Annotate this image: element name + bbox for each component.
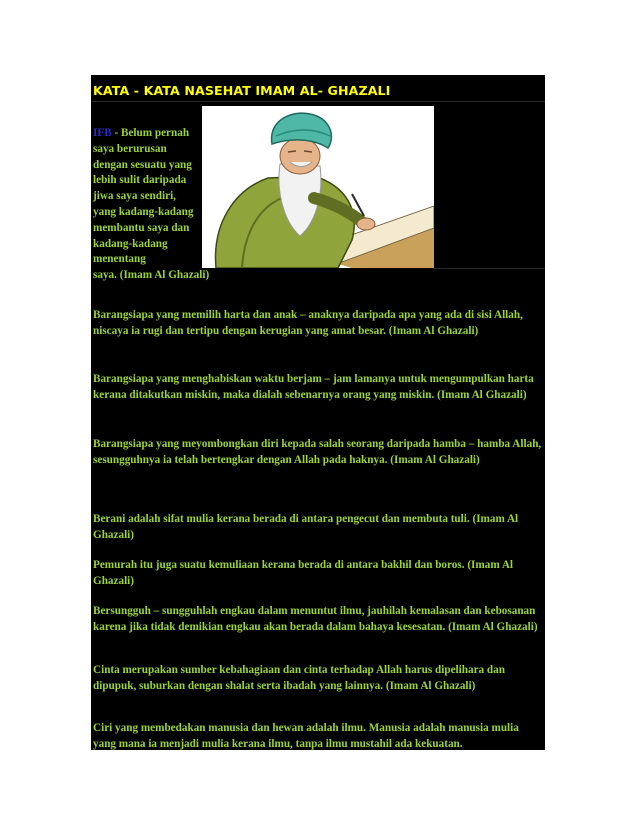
quote-item: Berani adalah sifat mulia kerana berada di antara pengecut dan membuta tuli. (Imam Al Ghazali): [93, 513, 519, 541]
intro-text: - Belum pernah saya berurusan dengan sesuatu yang lebih sulit daripada jiwa saya sendiri, yang kadang-kadang membantu saya dan kadang-kadang menentang: [93, 127, 194, 266]
imam-portrait-image: [202, 106, 434, 268]
intro-paragraph: [93, 126, 201, 268]
page-title: KATA - KATA NASEHAT IMAM AL- GHAZALI: [93, 83, 391, 98]
quote-item: Barangsiapa yang menghabiskan waktu berjam – jam lamanya untuk mengumpulkan harta kerana ditakutkan miskin, maka dialah sebenarnya orang yang miskin. (Imam Al Ghazali): [93, 373, 534, 401]
intro-tag: IFB: [93, 127, 112, 139]
quote-item: Pemurah itu juga suatu kemuliaan kerana berada di antara bakhil dan boros. (Imam Al Ghazali): [93, 559, 514, 587]
intro-tail: saya. (Imam Al Ghazali): [93, 269, 210, 281]
quote-item: Barangsiapa yang meyombongkan diri kepada salah seorang daripada hamba – hamba Allah, sesungguhnya ia telah bertengkar dengan Allah pada haknya. (Imam Al Ghazali): [93, 438, 542, 466]
article-panel: [91, 75, 545, 750]
quote-item: Cinta merupakan sumber kebahagiaan dan cinta terhadap Allah harus dipelihara dan dipupuk, suburkan dengan shalat serta ibadah yang lainnya. (Imam Al Ghazali): [93, 664, 505, 692]
portrait-illustration: [202, 106, 434, 268]
quote-item: Bersungguh – sungguhlah engkau dalam menuntut ilmu, jauhilah kemalasan dan kebosanan karena jika tidak demikian engkau akan berada dalam bahaya kesesatan. (Imam Al Ghazali): [93, 605, 538, 633]
quote-item: Barangsiapa yang memilih harta dan anak – anaknya daripada apa yang ada di sisi Allah, niscaya ia rugi dan tertipu dengan kerugian yang amat besar. (Imam Al Ghazali): [93, 309, 523, 337]
quote-item: Ciri yang membedakan manusia dan hewan adalah ilmu. Manusia adalah manusia mulia yang mana ia menjadi mulia kerana ilmu, tanpa ilmu mustahil ada kekuatan.: [93, 722, 519, 750]
title-divider: [91, 101, 545, 102]
